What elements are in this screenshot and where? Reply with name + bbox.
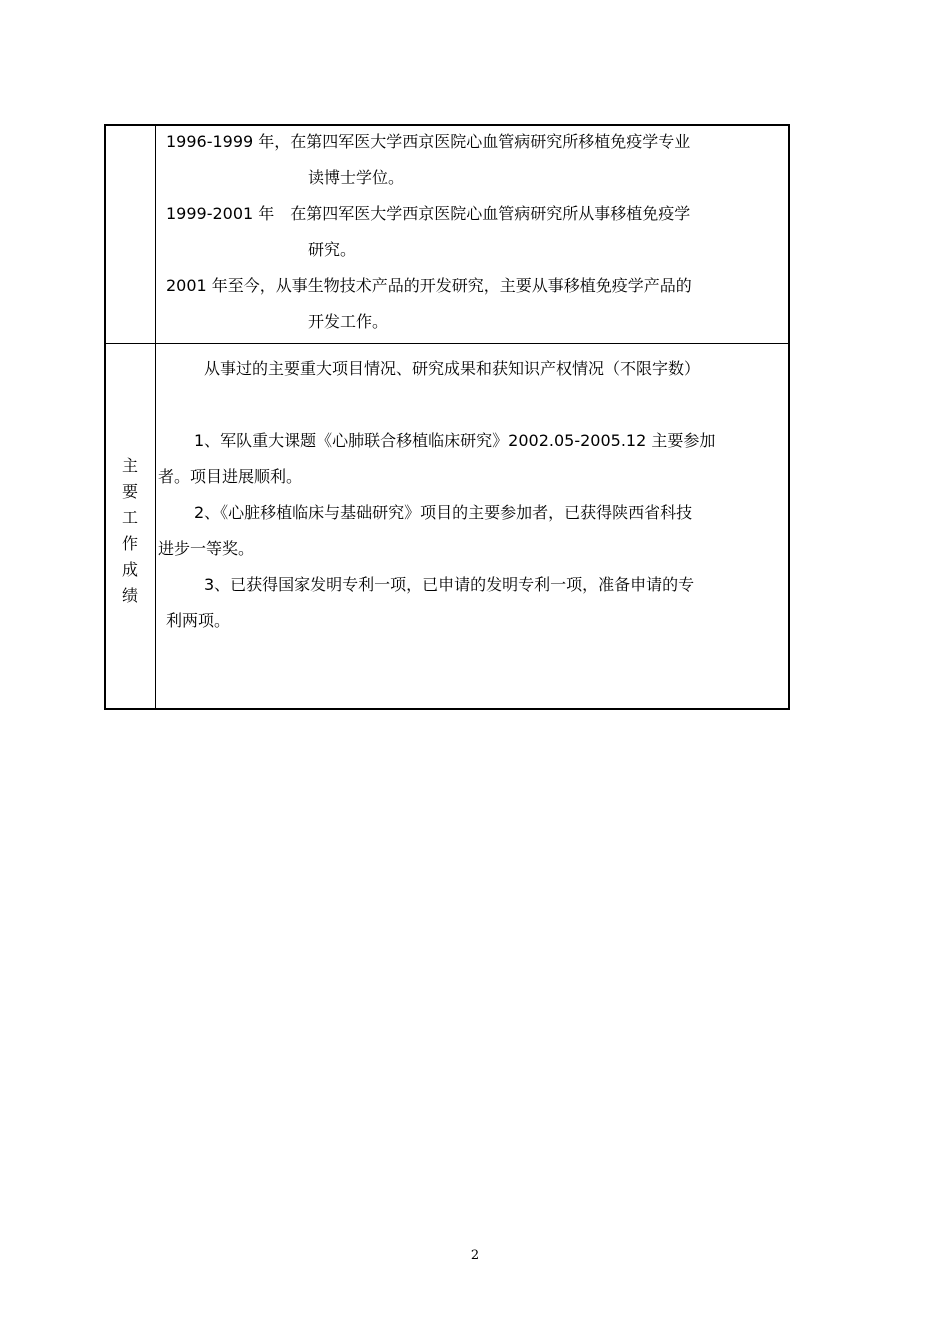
label-char: 主	[121, 456, 138, 475]
education-entry-3-line-1: 2001 年至今，从事生物技术产品的开发研究，主要从事移植免疫学产品的	[166, 276, 692, 295]
achievements-label-cell	[106, 344, 156, 710]
achievement-2-line-1: 2、《心脏移植临床与基础研究》项目的主要参加者，已获得陕西省科技	[194, 503, 693, 522]
education-row	[106, 126, 788, 344]
education-label-cell	[106, 126, 156, 343]
achievement-2-line-2: 进步一等奖。	[158, 539, 255, 558]
achievement-1-line-1: 1、军队重大课题《心肺联合移植临床研究》2002.05-2005.12 主要参加	[194, 431, 716, 450]
education-content-cell	[156, 126, 788, 343]
label-char: 工	[121, 508, 138, 527]
education-entry-2-line-1: 1999-2001 年 在第四军医大学西京医院心血管病研究所从事移植免疫学	[166, 204, 691, 223]
education-entry-2-line-2: 研究。	[308, 240, 357, 259]
resume-table	[104, 124, 790, 710]
education-entry-1-line-1: 1996-1999 年，在第四军医大学西京医院心血管病研究所移植免疫学专业	[166, 132, 691, 151]
label-char: 成	[121, 560, 138, 579]
achievement-3-line-2: 利两项。	[166, 611, 231, 630]
education-entry-3-line-2: 开发工作。	[308, 312, 389, 331]
label-char: 要	[121, 482, 138, 501]
label-char: 作	[121, 534, 138, 553]
achievements-row	[106, 344, 788, 710]
achievements-label	[106, 453, 154, 609]
achievement-3-line-1: 3、已获得国家发明专利一项，已申请的发明专利一项，准备申请的专	[204, 575, 695, 594]
achievements-heading: 从事过的主要重大项目情况、研究成果和获知识产权情况（不限字数）	[204, 359, 701, 378]
label-char: 绩	[121, 586, 138, 605]
achievement-1-line-2: 者。项目进展顺利。	[158, 467, 303, 486]
achievements-content-cell	[156, 344, 788, 710]
education-entry-1-line-2: 读博士学位。	[308, 168, 405, 187]
page-number: 2	[470, 1248, 480, 1263]
